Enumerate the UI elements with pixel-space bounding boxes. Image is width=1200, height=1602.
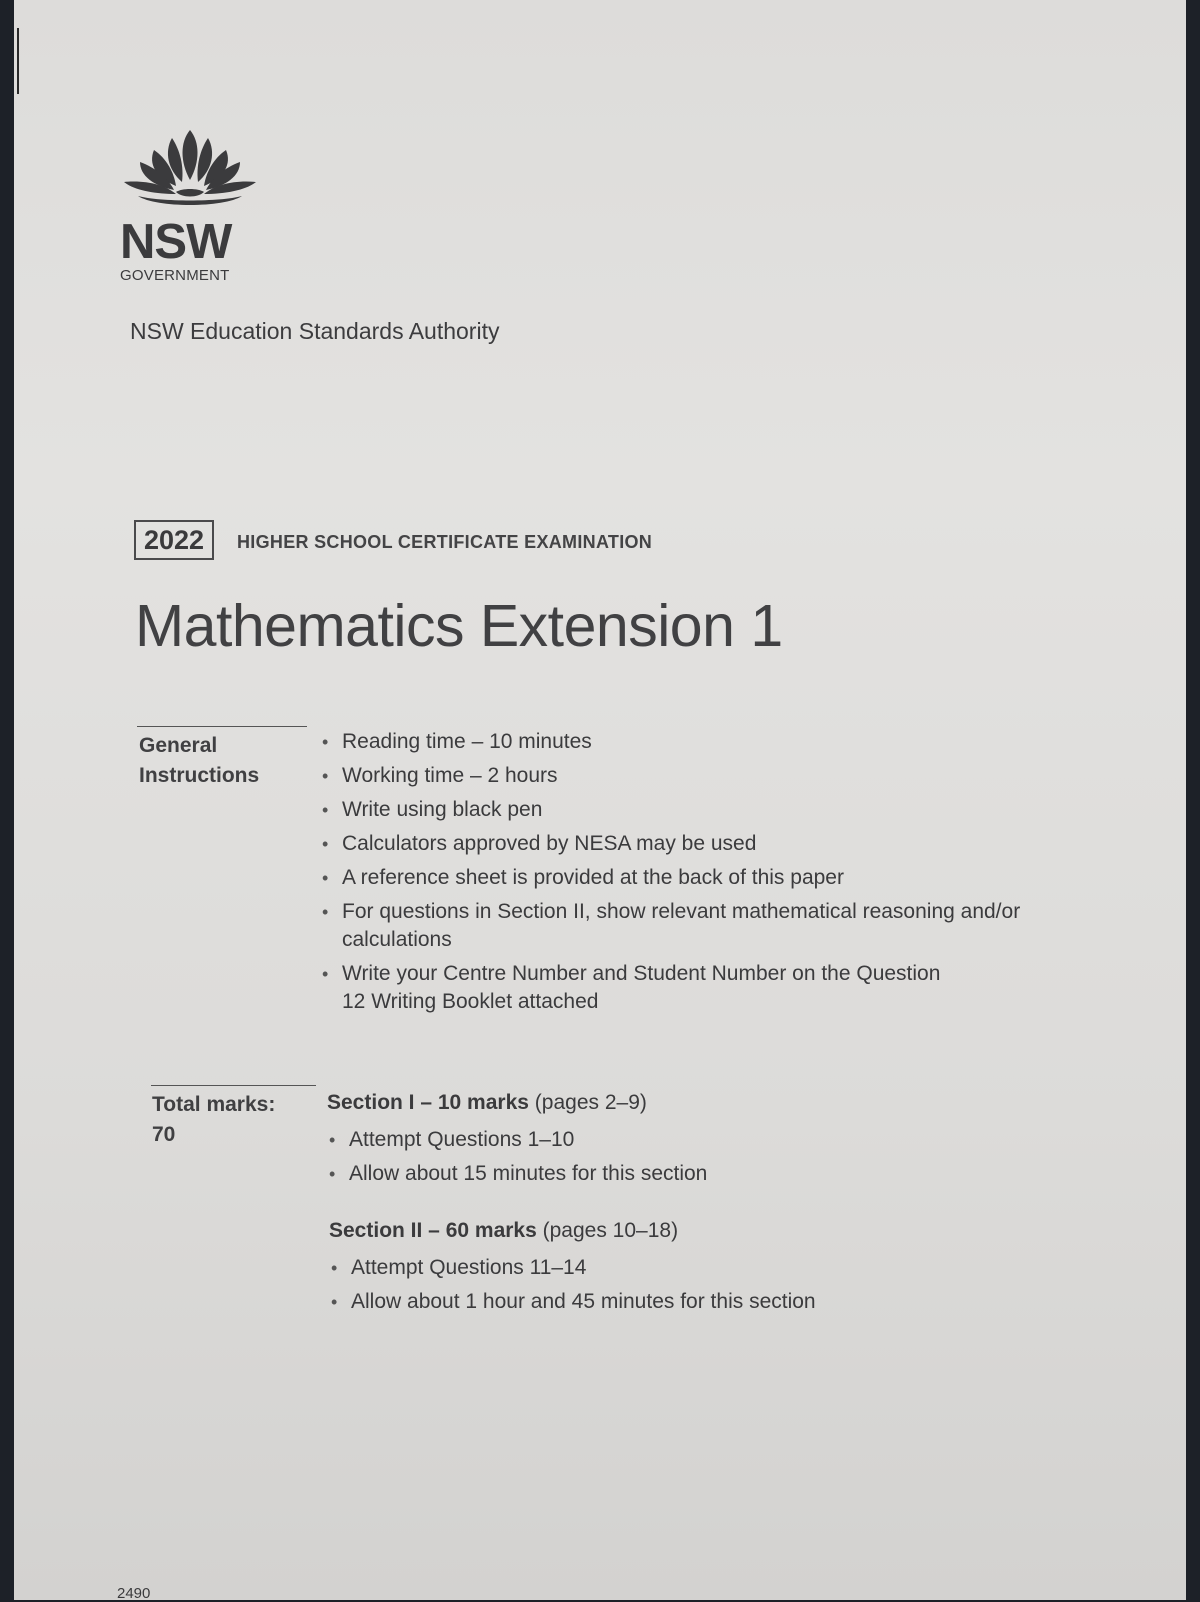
divider (151, 1085, 316, 1086)
general-instructions-label-line2: Instructions (139, 764, 260, 787)
authority-name: NSW Education Standards Authority (130, 318, 500, 344)
list-item: • Reading time – 10 minutes (320, 728, 1040, 756)
list-item: • Write your Centre Number and Student Number on the Question 12 Writing Booklet attached (320, 960, 942, 1016)
list-item: • A reference sheet is provided at the back of this paper (320, 864, 1040, 892)
general-instructions-label (139, 731, 259, 791)
section-2-heading (329, 1216, 1029, 1246)
subject-title: Mathematics Extension 1 (135, 593, 783, 659)
general-instructions-list (320, 728, 1040, 1022)
section-2-title: Section II – 60 marks (329, 1219, 537, 1242)
list-item: • Calculators approved by NESA may be used (320, 830, 1040, 858)
list-item: • Write using black pen (320, 796, 1040, 824)
section-1 (327, 1088, 1027, 1194)
section-1-heading (327, 1088, 1027, 1118)
general-instructions-label-line1: General (139, 734, 218, 757)
exam-year: 2022 (134, 520, 214, 560)
section-1-title: Section I – 10 marks (327, 1091, 529, 1114)
list-item: • Attempt Questions 1–10 (327, 1126, 1027, 1154)
logo-nsw-text: NSW (120, 215, 232, 269)
section-2 (329, 1216, 1029, 1322)
section-2-list (329, 1254, 1029, 1316)
paper-code: 2490 (117, 1585, 151, 1602)
list-item: • Working time – 2 hours (320, 762, 1040, 790)
total-marks-text: Total marks: (152, 1093, 276, 1116)
nsw-government-logo (120, 128, 270, 284)
total-marks-value: 70 (152, 1123, 176, 1146)
waratah-icon (120, 128, 260, 214)
total-marks-label (152, 1090, 275, 1150)
section-1-pages: (pages 2–9) (534, 1091, 647, 1114)
binder-edge (17, 28, 19, 94)
list-item: • Allow about 15 minutes for this section (327, 1160, 1027, 1188)
list-item: • Attempt Questions 11–14 (329, 1254, 1029, 1282)
divider (137, 726, 307, 727)
section-1-list (327, 1126, 1027, 1188)
exam-title: HIGHER SCHOOL CERTIFICATE EXAMINATION (237, 532, 653, 552)
list-item: • For questions in Section II, show relevant mathematical reasoning and/or calculations (320, 898, 1042, 954)
section-2-pages: (pages 10–18) (542, 1219, 679, 1242)
list-item: • Allow about 1 hour and 45 minutes for this section (329, 1288, 1029, 1316)
logo-government-text: GOVERNMENT (120, 267, 230, 284)
